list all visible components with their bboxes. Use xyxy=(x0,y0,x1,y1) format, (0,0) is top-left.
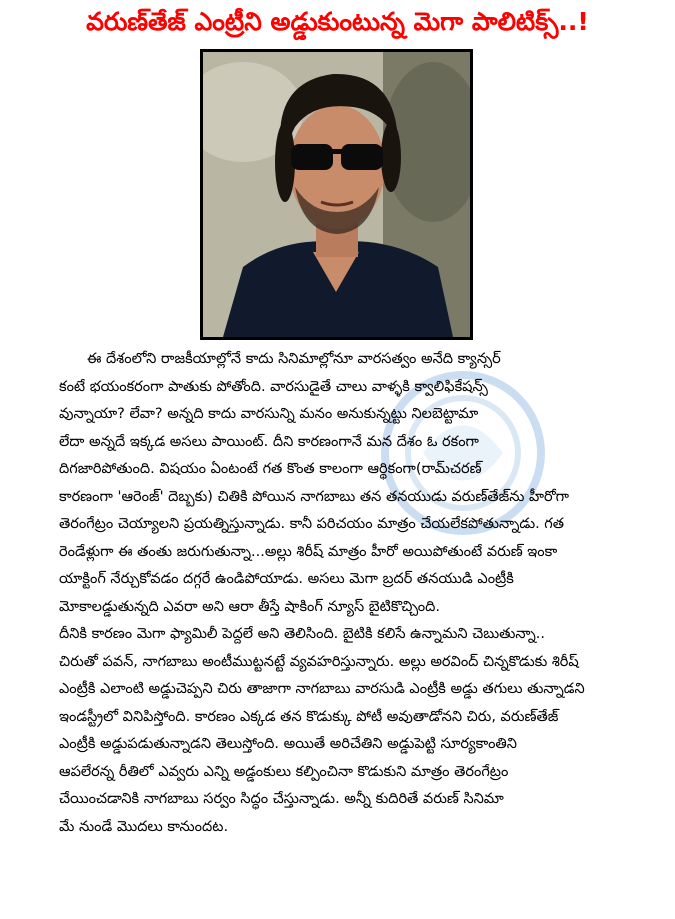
article-line: కారణంగా 'ఆరెంజ్' దెబ్బకు) చితికి పోయిన నాగబాబు తన తనయుడు వరుణ్‌తేజ్‌ను హీరోగా xyxy=(59,488,570,505)
article-line: ఎంట్రీకి ఎలాంటి అడ్డుచెప్పని చిరు తాజాగా నాగబాబు వారసుడి ఎంట్రీకి అడ్డు తగులు తున్నాడని xyxy=(59,681,585,697)
article-line: ఆపలేరన్న రీతిలో ఎవ్వరు ఎన్ని అడ్డంకులు కల్పించినా కొడుకుని మాత్రం తెరంగేట్రం xyxy=(59,763,509,780)
article-line: మోకాలడ్డుతున్నది ఎవరా అని ఆరా తీస్తే షాకింగ్ న్యూస్ బైటికొచ్చింది. xyxy=(59,598,440,615)
article-body xyxy=(0,346,675,841)
article-line: ఈ దేశంలోని రాజకీయాల్లోనే కాదు సినిమాల్లోనూ వారసత్వం అనేది క్యాన్సర్ xyxy=(87,351,501,367)
article-line: దిగజారిపోతుంది. విషయం ఏంటంటే గత కొంత కాలంగా ఆర్థికంగా(రామ్‌చరణ్ xyxy=(59,461,482,477)
article-line: చిరుతో పవన్, నాగబాబు అంటీముట్టనట్టే వ్యవహరిస్తున్నారు. అల్లు అరవింద్ చిన్నకొడుకు శిరీష్ xyxy=(59,653,579,670)
man-with-sunglasses-illustration xyxy=(203,52,470,337)
headline: వరుణ్‌తేజ్ ఎంట్రీని అడ్డుకుంటున్న మెగా పాలిటిక్స్..! xyxy=(86,7,589,36)
article-photo-frame xyxy=(200,49,473,340)
article-line: కంటే భయంకరంగా పాతుకు పోతోంది. వారసుడైతే చాలు వాళ్ళకి క్వాలిఫికేషన్స్ xyxy=(59,378,488,395)
article-line: ఎంట్రీకి అడ్డుపడుతున్నాడని తెలుస్తోంది. అయితే అరిచేతిని అడ్డుపెట్టి సూర్యకాంతిని xyxy=(59,736,517,752)
article-line: ఇండస్ట్రీలో వినిపిస్తోంది. కారణం ఎక్కడ తన కొడుక్కు పోటీ అవుతాడోనని చిరు, వరుణ్‌తేజ్ xyxy=(59,708,559,725)
article-photo xyxy=(203,52,470,337)
article-line: తెరంగేట్రం చెయ్యాలని ప్రయత్నిస్తున్నాడు. కానీ పరిచయం మాత్రం చేయలేకపోతున్నాడు. గత xyxy=(59,516,565,532)
article-line: మే నుండే మొదలు కానుందట. xyxy=(59,818,229,835)
article-line: యాక్టింగ్ నేర్చుకోవడం దగ్గరే ఉండిపోయాడు. అసలు మెగా బ్రదర్ తనయుడి ఎంట్రీకి xyxy=(59,571,514,587)
article-line: లేదా అన్నదే ఇక్కడ అసలు పాయింట్. దీని కారణంగానే మన దేశం ఓ రకంగా xyxy=(59,433,479,450)
article-line: వున్నాయా? లేవా? అన్నది కాదు వారసున్ని మనం అనుకున్నట్టు నిలబెట్టామా xyxy=(59,406,479,422)
article-line: రెండేళ్లుగా ఈ తంతు జరుగుతున్నా...అల్లు శిరీష్ మాత్రం హీరో అయిపోతుంటే వరుణ్ ఇంకా xyxy=(59,543,558,560)
article-line: దీనికి కారణం మెగా ఫ్యామిలీ పెద్దలే అని తెలిసింది. బైటికి కలిసే ఉన్నామని చెబుతున్నా.. xyxy=(59,626,545,642)
article-line: చేయించడానికి నాగబాబు సర్వం సిద్ధం చేస్తున్నాడు. అన్నీ కుదిరితే వరుణ్ సినిమా xyxy=(59,791,504,807)
